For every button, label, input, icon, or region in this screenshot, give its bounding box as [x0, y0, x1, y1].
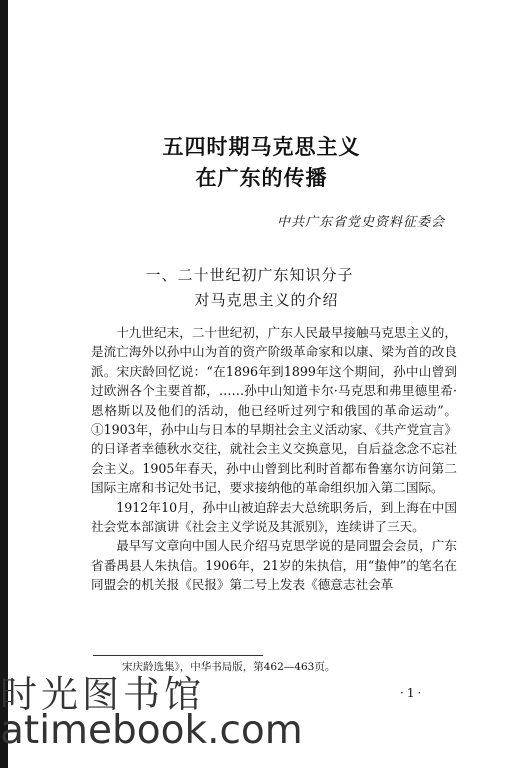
scan-edge [0, 0, 8, 768]
watermark-text-line1: 时光图书馆 [0, 673, 205, 716]
body-text [91, 323, 457, 595]
paragraph: 最早写文章向中国人民介绍马克思学说的是同盟会会员，广东省番禺县人朱执信。1906年，21岁的朱执信，用“蛰伸”的笔名在同盟会的机关报《民报》第二号上发表《德意志社会革 [91, 538, 457, 593]
paragraph: 十九世纪末，二十世纪初，广东人民最早接触马克思主义的，是流亡海外以孙中山为首的资产阶级革命家和以康、梁为首的改良派。宋庆龄回忆说：“在1896年到1899年这个期间，孙中山曾到过欧洲各个主要首都，……孙中山知道卡尔·马克思和弗里德里希·恩格斯以及他们的活动，他已经听过列宁和俄国的革命运动”。①1903年，孙中山与日本的早期社会主义活动家、《共产党宣言》的日译者幸德秋水交往，就社会主义交换意见，自后益念念不忘社会主义。1905年春天，孙中山曾到比利时首都布鲁塞尔访问第二国际主席和书记处书记，要求接纳他的革命组织加入第二国际。 [91, 325, 457, 496]
author-line: 中共广东省党史资料征委会 [276, 215, 445, 230]
watermark-text-line2: atimebook.com [0, 708, 303, 753]
footnote-rule [93, 655, 263, 656]
paragraph: 1912年10月，孙中山被迫辞去大总统职务后，到上海在中国社会党本部演讲《社会主义学说及其派别》，连续讲了三天。 [91, 499, 457, 535]
section-heading-line2: 对马克思主义的介绍 [194, 291, 339, 309]
section-heading-line1: 一、二十世纪初广东知识分子 [145, 266, 354, 284]
page-number: ·1· [400, 686, 425, 700]
footnote: 宋庆龄选集》，中华书局版，第462—463页。 [122, 661, 336, 673]
document-title-line1: 五四时期马克思主义 [162, 134, 361, 159]
document-title-line2: 在广东的传播 [195, 165, 328, 190]
